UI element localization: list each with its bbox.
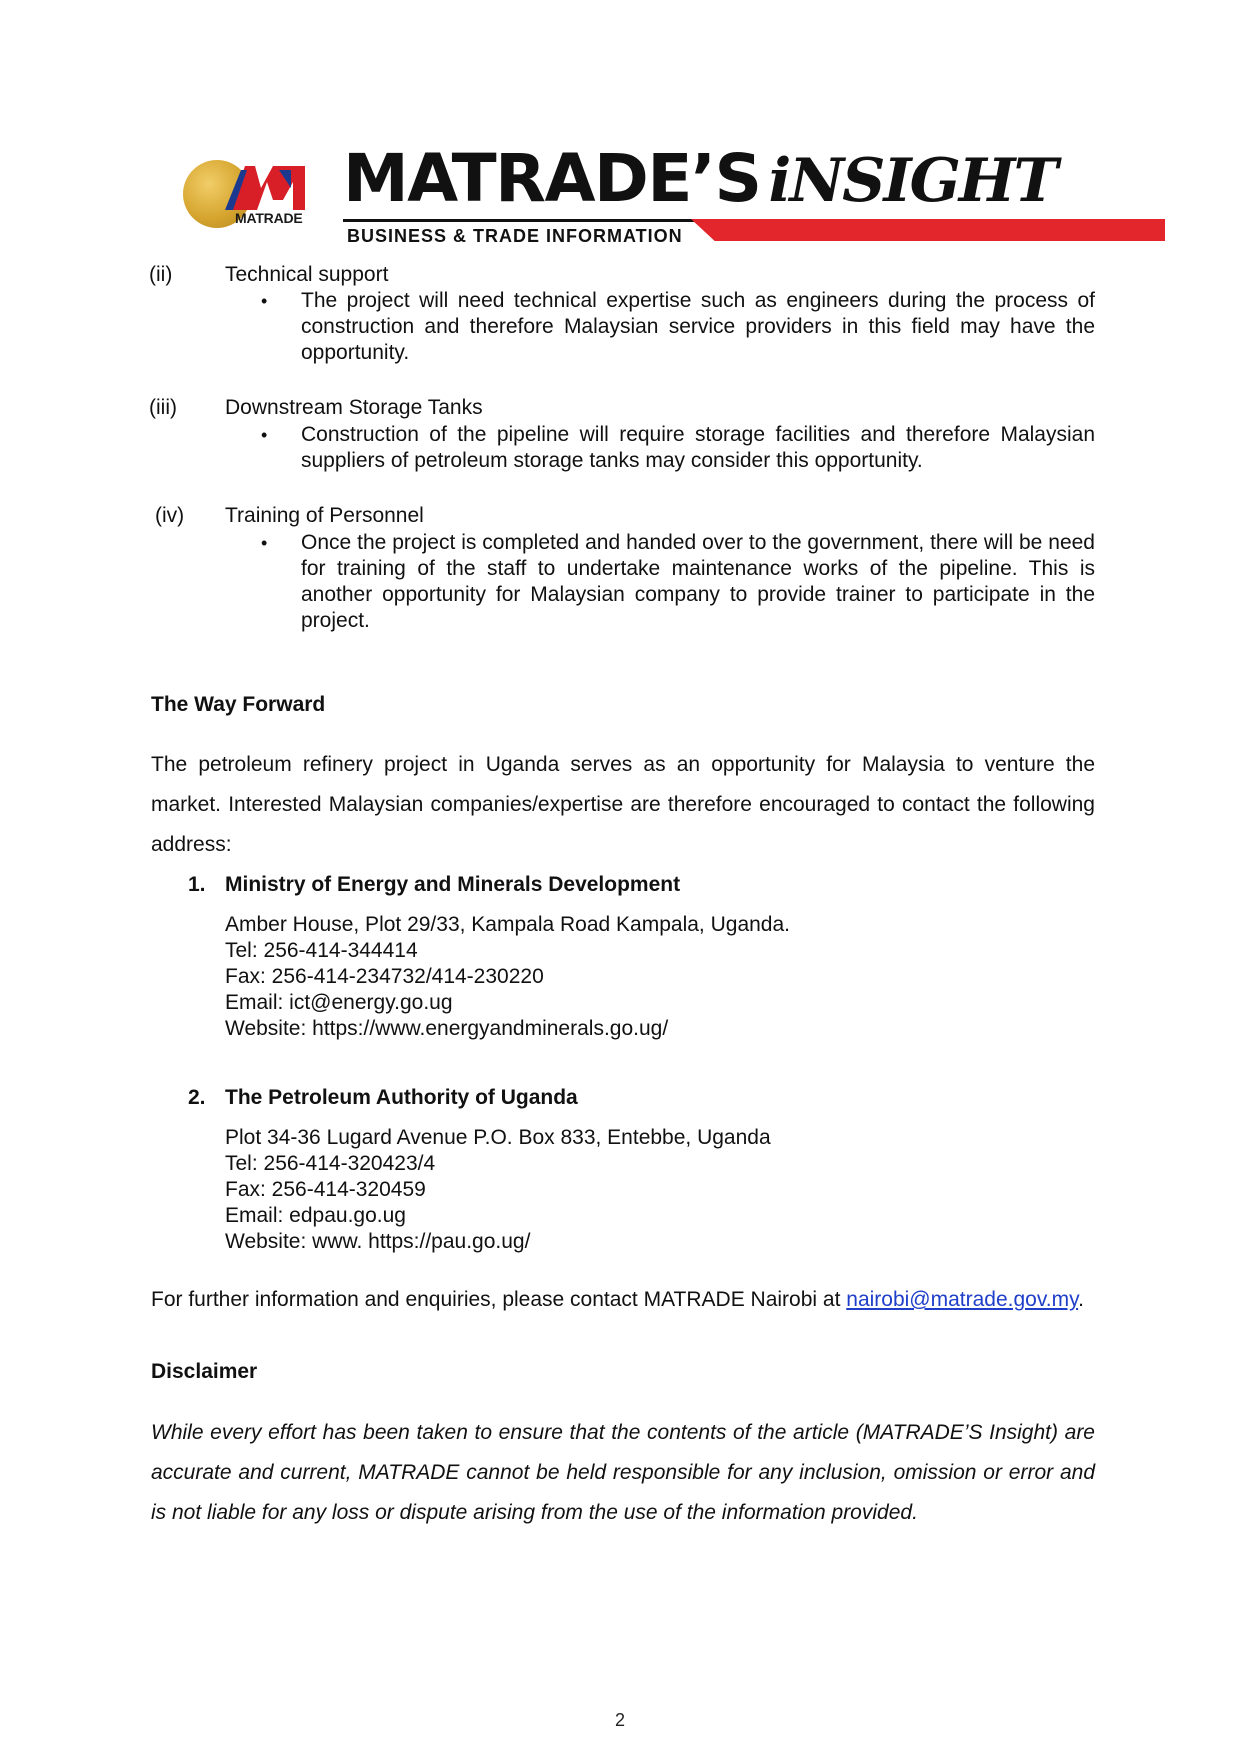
page-number: 2 <box>614 1710 625 1730</box>
contact-email: Email: ict@energy.go.ug <box>225 991 453 1014</box>
further-info-text: For further information and enquiries, please contact MATRADE Nairobi at <box>151 1288 841 1311</box>
section-bullet-content: Construction of the pipeline will require storage facilities and therefore Malaysian suppliers of petroleum storage tanks may consider this opportunity. <box>301 423 1095 472</box>
section-number: (iv) <box>155 504 185 527</box>
section-title: Downstream Storage Tanks <box>225 396 483 419</box>
contact-email: Email: edpau.go.ug <box>225 1204 406 1227</box>
contact-name: The Petroleum Authority of Uganda <box>225 1086 578 1109</box>
further-info <box>151 1280 1095 1320</box>
section-number: (ii) <box>149 263 173 286</box>
contact-address: Amber House, Plot 29/33, Kampala Road Kampala, Uganda. <box>225 913 791 936</box>
bullet-icon: • <box>261 425 268 445</box>
header-banner <box>183 140 1057 250</box>
section-bullet-text <box>301 530 1095 634</box>
bullet-icon: • <box>261 291 268 311</box>
contact-number: 1. <box>188 873 206 896</box>
disclaimer-text: While every effort has been taken to ensure that the contents of the article (MATRADE’S Insight) are accurate and current, MATRADE cannot be held responsible for any inclusion, omission or error and is not liable for any loss or dispute arising from the use of the information provided. <box>151 1421 1095 1524</box>
section-title: Training of Personnel <box>225 504 424 527</box>
matrade-logo <box>183 154 307 224</box>
bullet-icon: • <box>261 533 268 553</box>
section-bullet-content: The project will need technical expertise such as engineers during the process of construction and therefore Malaysian service providers in this field may have the opportunity. <box>301 289 1095 364</box>
way-forward-intro: The petroleum refinery project in Uganda serves as an opportunity for Malaysia to venture the market. Interested Malaysian companies/expertise are therefore encouraged to contact the following address: <box>151 753 1095 856</box>
section-bullet-content: Once the project is completed and handed over to the government, there will be need for training of the staff to undertake maintenance works of the pipeline. This is another opportunity for Malaysian company to provide trainer to participate in the project. <box>301 531 1095 632</box>
section-number: (iii) <box>149 396 177 419</box>
contact-name: Ministry of Energy and Minerals Development <box>225 873 681 896</box>
brand-title-script: iNSIGHT <box>768 146 1057 216</box>
brand-underline-red <box>691 219 1165 241</box>
further-info-end: . <box>1078 1288 1084 1311</box>
brand-title-main: MATRADE’S <box>343 140 761 217</box>
contact-number: 2. <box>188 1086 206 1109</box>
logo-m-icon <box>221 158 307 214</box>
disclaimer-heading: Disclaimer <box>151 1360 258 1383</box>
contact-tel: Tel: 256-414-344414 <box>225 939 418 962</box>
contact-address: Plot 34-36 Lugard Avenue P.O. Box 833, Entebbe, Uganda <box>225 1126 771 1149</box>
section-title: Technical support <box>225 263 389 286</box>
way-forward-heading: The Way Forward <box>151 693 326 716</box>
contact-website: Website: https://www.energyandminerals.go.ug/ <box>225 1017 669 1040</box>
section-bullet-text <box>301 288 1095 366</box>
contact-website: Website: www. https://pau.go.ug/ <box>225 1230 531 1253</box>
nairobi-email-link[interactable]: nairobi@matrade.gov.my <box>846 1288 1079 1311</box>
contact-fax: Fax: 256-414-320459 <box>225 1178 426 1201</box>
section-bullet-text <box>301 422 1095 474</box>
logo-text: MATRADE <box>235 210 303 226</box>
brand-subtitle: BUSINESS & TRADE INFORMATION <box>347 226 683 246</box>
brand-title <box>343 140 1057 217</box>
contact-tel: Tel: 256-414-320423/4 <box>225 1152 436 1175</box>
contact-fax: Fax: 256-414-234732/414-230220 <box>225 965 544 988</box>
